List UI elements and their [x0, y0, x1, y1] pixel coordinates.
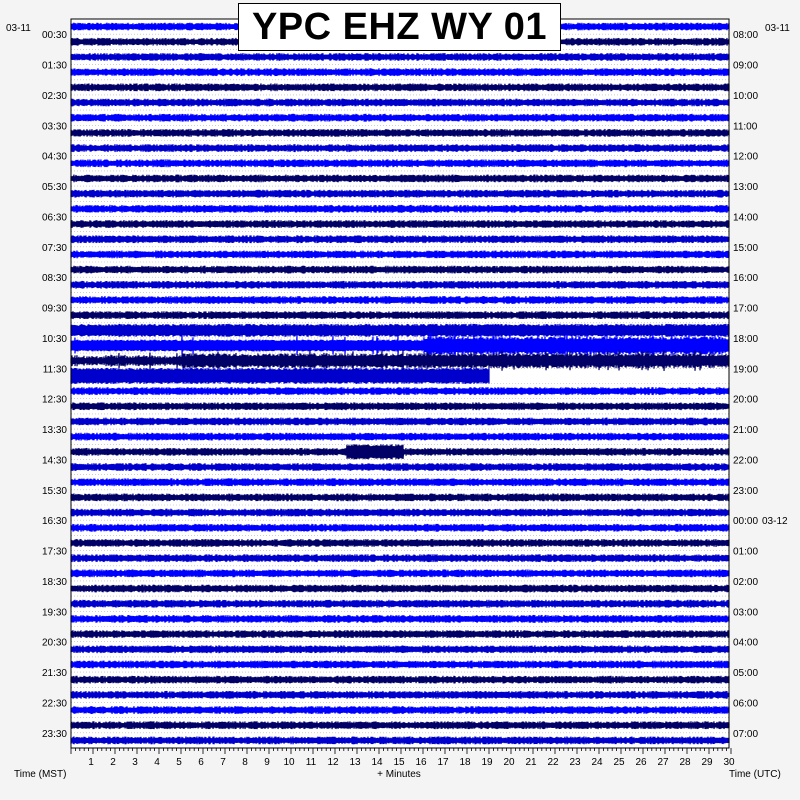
right-time-label: 09:00 — [733, 60, 759, 72]
trace-38 — [71, 585, 729, 593]
right-time-label: 08:00 — [733, 30, 759, 42]
left-time-label: 17:30 — [41, 546, 67, 558]
left-time-label: 08:30 — [41, 273, 67, 285]
right-date-change-label: 03-12 — [762, 516, 788, 528]
right-time-label: 15:00 — [733, 242, 759, 254]
left-time-label: 05:30 — [41, 182, 67, 194]
trace-43 — [71, 661, 729, 669]
x-tick-label: 5 — [176, 757, 182, 768]
right-time-label: 04:00 — [733, 637, 759, 649]
x-axis-ticks — [71, 748, 735, 768]
trace-12 — [71, 190, 729, 198]
right-time-label: 07:00 — [733, 728, 759, 740]
x-tick-label: 1 — [88, 757, 94, 768]
x-tick-label: 12 — [327, 757, 339, 768]
right-time-label: 14:00 — [733, 212, 759, 224]
plot-area — [71, 19, 729, 748]
x-axis-label: + Minutes — [377, 769, 421, 780]
left-date-label: 03-11 — [6, 23, 31, 34]
x-tick-label: 17 — [437, 757, 449, 768]
x-tick-label: 3 — [132, 757, 138, 768]
x-tick-label: 8 — [242, 757, 248, 768]
trace-7 — [71, 114, 729, 122]
left-time-label: 15:30 — [41, 485, 67, 497]
x-tick-label: 23 — [569, 757, 581, 768]
x-tick-label: 29 — [701, 757, 713, 768]
trace-32 — [71, 494, 729, 502]
right-time-label: 13:00 — [733, 182, 759, 194]
trace-20 — [71, 311, 729, 319]
right-time-label: 02:00 — [733, 576, 759, 588]
x-tick-label: 25 — [613, 757, 625, 768]
x-tick-label: 26 — [635, 757, 647, 768]
x-tick-label: 19 — [481, 757, 493, 768]
right-time-label: 00:00 — [733, 516, 759, 528]
trace-42 — [71, 645, 729, 653]
x-tick-label: 20 — [503, 757, 515, 768]
left-time-label: 01:30 — [41, 60, 67, 72]
left-time-label: 09:30 — [41, 303, 67, 315]
trace-21 — [71, 324, 729, 337]
left-time-label: 02:30 — [41, 90, 67, 102]
x-tick-label: 18 — [459, 757, 471, 768]
left-axis-label: Time (MST) — [14, 769, 67, 780]
left-time-label: 18:30 — [41, 576, 67, 588]
right-time-label: 20:00 — [733, 394, 759, 406]
left-time-label: 03:30 — [41, 121, 67, 133]
left-time-label: 19:30 — [41, 607, 67, 619]
trace-30 — [71, 463, 729, 471]
x-tick-label: 22 — [547, 757, 559, 768]
x-tick-label: 15 — [393, 757, 405, 768]
x-tick-label: 21 — [525, 757, 537, 768]
left-time-label: 06:30 — [41, 212, 67, 224]
trace-8 — [71, 129, 729, 137]
trace-48 — [71, 737, 729, 745]
left-time-label: 23:30 — [41, 728, 67, 740]
right-date-label: 03-11 — [765, 23, 790, 34]
right-time-label: 12:00 — [733, 151, 759, 163]
trace-25 — [71, 387, 729, 395]
left-time-label: 16:30 — [41, 516, 67, 528]
x-tick-label: 28 — [679, 757, 691, 768]
left-time-label: 11:30 — [42, 364, 67, 376]
x-tick-label: 27 — [657, 757, 669, 768]
trace-15 — [71, 235, 729, 243]
x-tick-label: 16 — [415, 757, 427, 768]
right-time-label: 23:00 — [733, 485, 759, 497]
right-time-label: 06:00 — [733, 698, 759, 710]
right-time-label: 22:00 — [733, 455, 759, 467]
station-title-box — [238, 3, 561, 51]
right-time-label: 10:00 — [733, 90, 759, 102]
left-time-label: 04:30 — [41, 151, 67, 163]
x-tick-label: 30 — [723, 757, 735, 768]
left-time-label: 10:30 — [41, 333, 67, 345]
trace-24 — [71, 368, 489, 384]
x-tick-label: 2 — [110, 757, 116, 768]
left-time-label: 14:30 — [41, 455, 67, 467]
x-tick-label: 11 — [305, 757, 317, 768]
x-tick-label: 24 — [591, 757, 603, 768]
trace-13 — [71, 205, 729, 213]
left-time-label: 22:30 — [41, 698, 67, 710]
trace-34 — [71, 524, 729, 532]
left-time-label: 07:30 — [41, 242, 67, 254]
right-time-label: 19:00 — [733, 364, 759, 376]
trace-27 — [71, 418, 729, 426]
right-time-label: 17:00 — [733, 303, 759, 315]
x-tick-label: 13 — [349, 757, 361, 768]
x-tick-label: 9 — [264, 757, 270, 768]
right-time-label: 16:00 — [733, 273, 759, 285]
left-time-label: 20:30 — [41, 637, 67, 649]
right-time-label: 18:00 — [733, 333, 759, 345]
left-time-label: 13:30 — [41, 425, 67, 437]
right-axis-label: Time (UTC) — [729, 769, 781, 780]
x-tick-label: 7 — [220, 757, 226, 768]
station-title: YPC EHZ WY 01 — [251, 5, 548, 48]
right-time-labels — [733, 30, 788, 740]
left-time-labels — [42, 30, 67, 740]
left-time-label: 21:30 — [41, 668, 67, 680]
left-time-label: 12:30 — [41, 394, 67, 406]
trace-14 — [71, 220, 729, 228]
x-tick-label: 10 — [283, 757, 295, 768]
right-time-label: 05:00 — [733, 668, 759, 680]
right-time-label: 11:00 — [733, 121, 758, 133]
x-tick-label: 4 — [154, 757, 160, 768]
right-time-label: 01:00 — [733, 546, 759, 558]
right-time-label: 21:00 — [733, 425, 759, 437]
right-time-label: 03:00 — [733, 607, 759, 619]
left-time-label: 00:30 — [41, 30, 67, 42]
x-tick-label: 14 — [371, 757, 383, 768]
x-tick-label: 6 — [198, 757, 204, 768]
